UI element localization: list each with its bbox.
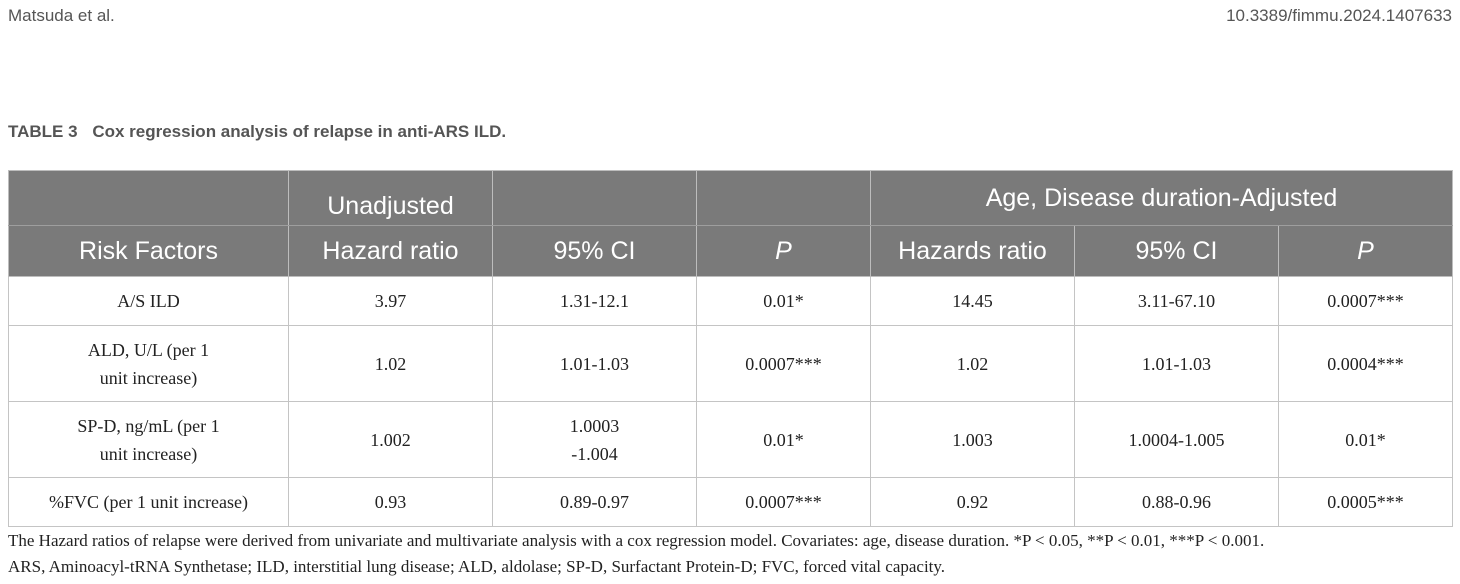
adjusted-p-value-cell: 0.0007*** xyxy=(1279,277,1453,326)
adjusted-ci-cell: 0.88-0.96 xyxy=(1075,478,1279,527)
ci-cell: 1.0003 -1.004 xyxy=(493,402,697,478)
table-row xyxy=(9,326,1453,402)
ci-cell: 0.89-0.97 xyxy=(493,478,697,527)
table-caption xyxy=(8,122,506,142)
header-group-unadjusted: Unadjusted xyxy=(289,171,493,226)
ci-cell: 1.31-12.1 xyxy=(493,277,697,326)
risk-factor-cell: ALD, U/L (per 1 unit increase) xyxy=(9,326,289,402)
adjusted-p-value-cell: 0.0004*** xyxy=(1279,326,1453,402)
table-footnote xyxy=(8,528,1452,580)
header-row-groups xyxy=(9,171,1453,226)
hazard-ratio-cell: 1.002 xyxy=(289,402,493,478)
p-value-cell: 0.01* xyxy=(697,277,871,326)
header-group-adjusted: Age, Disease duration-Adjusted xyxy=(871,171,1453,226)
footnote-line-1: The Hazard ratios of relapse were derived from univariate and multivariate analysis with a cox regression model. Covariates: age, disease duration. *P < 0.05, **P < 0.01, ***P < 0.001. xyxy=(8,531,1265,550)
p-value-cell: 0.01* xyxy=(697,402,871,478)
column-header-adjusted-hazards-ratio: Hazards ratio xyxy=(871,226,1075,277)
table-label: TABLE 3 xyxy=(8,122,78,141)
hazard-ratio-cell: 0.93 xyxy=(289,478,493,527)
footnote-line-2: ARS, Aminoacyl-tRNA Synthetase; ILD, interstitial lung disease; ALD, aldolase; SP-D, Surfactant Protein-D; FVC, forced vital capacity. xyxy=(8,557,946,576)
running-header xyxy=(8,6,1452,26)
column-header-p: P xyxy=(697,226,871,277)
column-header-risk-factors: Risk Factors xyxy=(9,226,289,277)
adjusted-hazard-ratio-cell: 0.92 xyxy=(871,478,1075,527)
column-header-adjusted-p: P xyxy=(1279,226,1453,277)
results-table xyxy=(8,170,1453,527)
table-row xyxy=(9,277,1453,326)
header-blank xyxy=(9,171,289,226)
column-header-ci: 95% CI xyxy=(493,226,697,277)
header-blank xyxy=(493,171,697,226)
adjusted-hazard-ratio-cell: 1.003 xyxy=(871,402,1075,478)
adjusted-ci-cell: 1.01-1.03 xyxy=(1075,326,1279,402)
author-line: Matsuda et al. xyxy=(8,6,115,25)
adjusted-hazard-ratio-cell: 1.02 xyxy=(871,326,1075,402)
adjusted-hazard-ratio-cell: 14.45 xyxy=(871,277,1075,326)
column-header-hazard-ratio: Hazard ratio xyxy=(289,226,493,277)
column-header-adjusted-ci: 95% CI xyxy=(1075,226,1279,277)
table-title: Cox regression analysis of relapse in anti-ARS ILD. xyxy=(92,122,507,141)
p-value-cell: 0.0007*** xyxy=(697,478,871,527)
adjusted-ci-cell: 3.11-67.10 xyxy=(1075,277,1279,326)
adjusted-ci-cell: 1.0004-1.005 xyxy=(1075,402,1279,478)
ci-cell: 1.01-1.03 xyxy=(493,326,697,402)
adjusted-p-value-cell: 0.0005*** xyxy=(1279,478,1453,527)
risk-factor-cell: A/S ILD xyxy=(9,277,289,326)
hazard-ratio-cell: 3.97 xyxy=(289,277,493,326)
header-row-columns xyxy=(9,226,1453,277)
adjusted-p-value-cell: 0.01* xyxy=(1279,402,1453,478)
risk-factor-cell: SP-D, ng/mL (per 1 unit increase) xyxy=(9,402,289,478)
table-row xyxy=(9,478,1453,527)
risk-factor-cell: %FVC (per 1 unit increase) xyxy=(9,478,289,527)
table-row xyxy=(9,402,1453,478)
hazard-ratio-cell: 1.02 xyxy=(289,326,493,402)
header-blank xyxy=(697,171,871,226)
p-value-cell: 0.0007*** xyxy=(697,326,871,402)
doi-line: 10.3389/fimmu.2024.1407633 xyxy=(1226,6,1452,25)
